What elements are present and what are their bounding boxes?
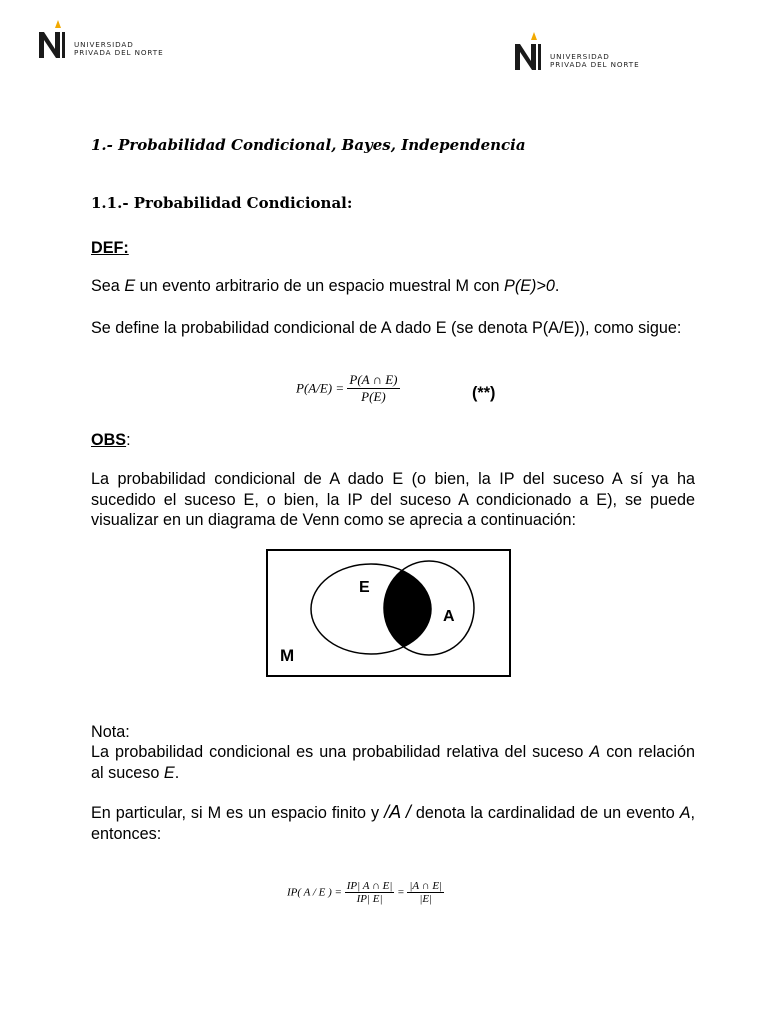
particular-end: , entonces:: [91, 804, 695, 843]
venn-label-a: A: [443, 608, 455, 625]
nota-paragraph: [91, 742, 695, 783]
obs-label-text: OBS: [91, 431, 127, 449]
section-title: 1.- Probabilidad Condicional, Bayes, Independencia: [91, 136, 526, 154]
venn-label-m: M: [280, 646, 295, 665]
nota-end: .: [174, 763, 180, 782]
formula2-den1: IP| E|: [356, 893, 383, 905]
obs-paragraph: La probabilidad condicional de A dado E (o bien, la IP del suceso A sí ya ha sucedido el suceso E, o bien, la IP del suceso A condicionado a E), se puede visualizar en un diagrama de Venn como se aprecia a continuación:: [91, 470, 695, 529]
formula1-fraction: [347, 372, 399, 405]
venn-diagram: [266, 549, 512, 677]
upn-logo-icon: [512, 30, 546, 74]
formula2-num2: |A ∩ E|: [409, 880, 443, 892]
formula2-fraction1: [345, 880, 395, 905]
nota-a: A: [589, 743, 601, 761]
particular-mid: denota la cardinalidad de un evento: [410, 804, 680, 822]
particular-paragraph: [91, 802, 695, 844]
def-e: E: [124, 277, 136, 295]
def-pre: Sea: [91, 277, 125, 295]
nota-mid: con relación al suceso: [91, 743, 695, 782]
formula2-den2: |E|: [419, 893, 433, 905]
upn-logo-icon: [36, 18, 70, 62]
formula2-eq: =: [397, 886, 405, 899]
logo-right-line1: UNIVERSIDAD: [550, 52, 610, 61]
logo-right: [512, 30, 640, 74]
formula-conditional: [296, 372, 400, 405]
def-paragraph: [91, 276, 695, 297]
nota-label: Nota:: [91, 723, 130, 741]
formula1-tag: (**): [472, 384, 496, 402]
logo-left: [36, 18, 164, 62]
particular-a: A: [679, 804, 691, 822]
define-paragraph: Se define la probabilidad condicional de A dado E (se denota P(A/E)), como sigue:: [91, 319, 682, 337]
logo-right-line2: PRIVADA DEL NORTE: [550, 60, 640, 69]
def-cond: P(E)>0: [504, 277, 555, 295]
formula2-fraction2: [407, 880, 444, 905]
obs-label: [91, 430, 695, 451]
venn-label-e: E: [359, 579, 370, 596]
subsection-title: 1.1.- Probabilidad Condicional:: [91, 194, 353, 212]
formula2-num1: IP| A ∩ E|: [346, 880, 393, 892]
def-end: .: [554, 277, 560, 295]
logo-left-line2: PRIVADA DEL NORTE: [74, 48, 164, 57]
logo-left-line1: UNIVERSIDAD: [74, 40, 134, 49]
formula1-numerator: P(A ∩ E): [349, 372, 398, 387]
formula2-lhs: IP( A / E ) =: [287, 886, 342, 899]
obs-colon: :: [126, 431, 131, 449]
formula1-lhs: P(A/E) =: [296, 380, 345, 396]
particular-card: /A /: [384, 802, 411, 822]
nota-pre: La probabilidad condicional es una probabilidad relativa del suceso: [91, 743, 590, 761]
def-label: DEF:: [91, 239, 129, 257]
particular-pre: En particular, si M es un espacio finito y: [91, 804, 385, 822]
formula1-denominator: P(E): [361, 389, 386, 404]
formula-cardinality: [287, 880, 444, 905]
def-mid: un evento arbitrario de un espacio muestral M con: [135, 277, 505, 295]
nota-e: E: [163, 763, 175, 782]
